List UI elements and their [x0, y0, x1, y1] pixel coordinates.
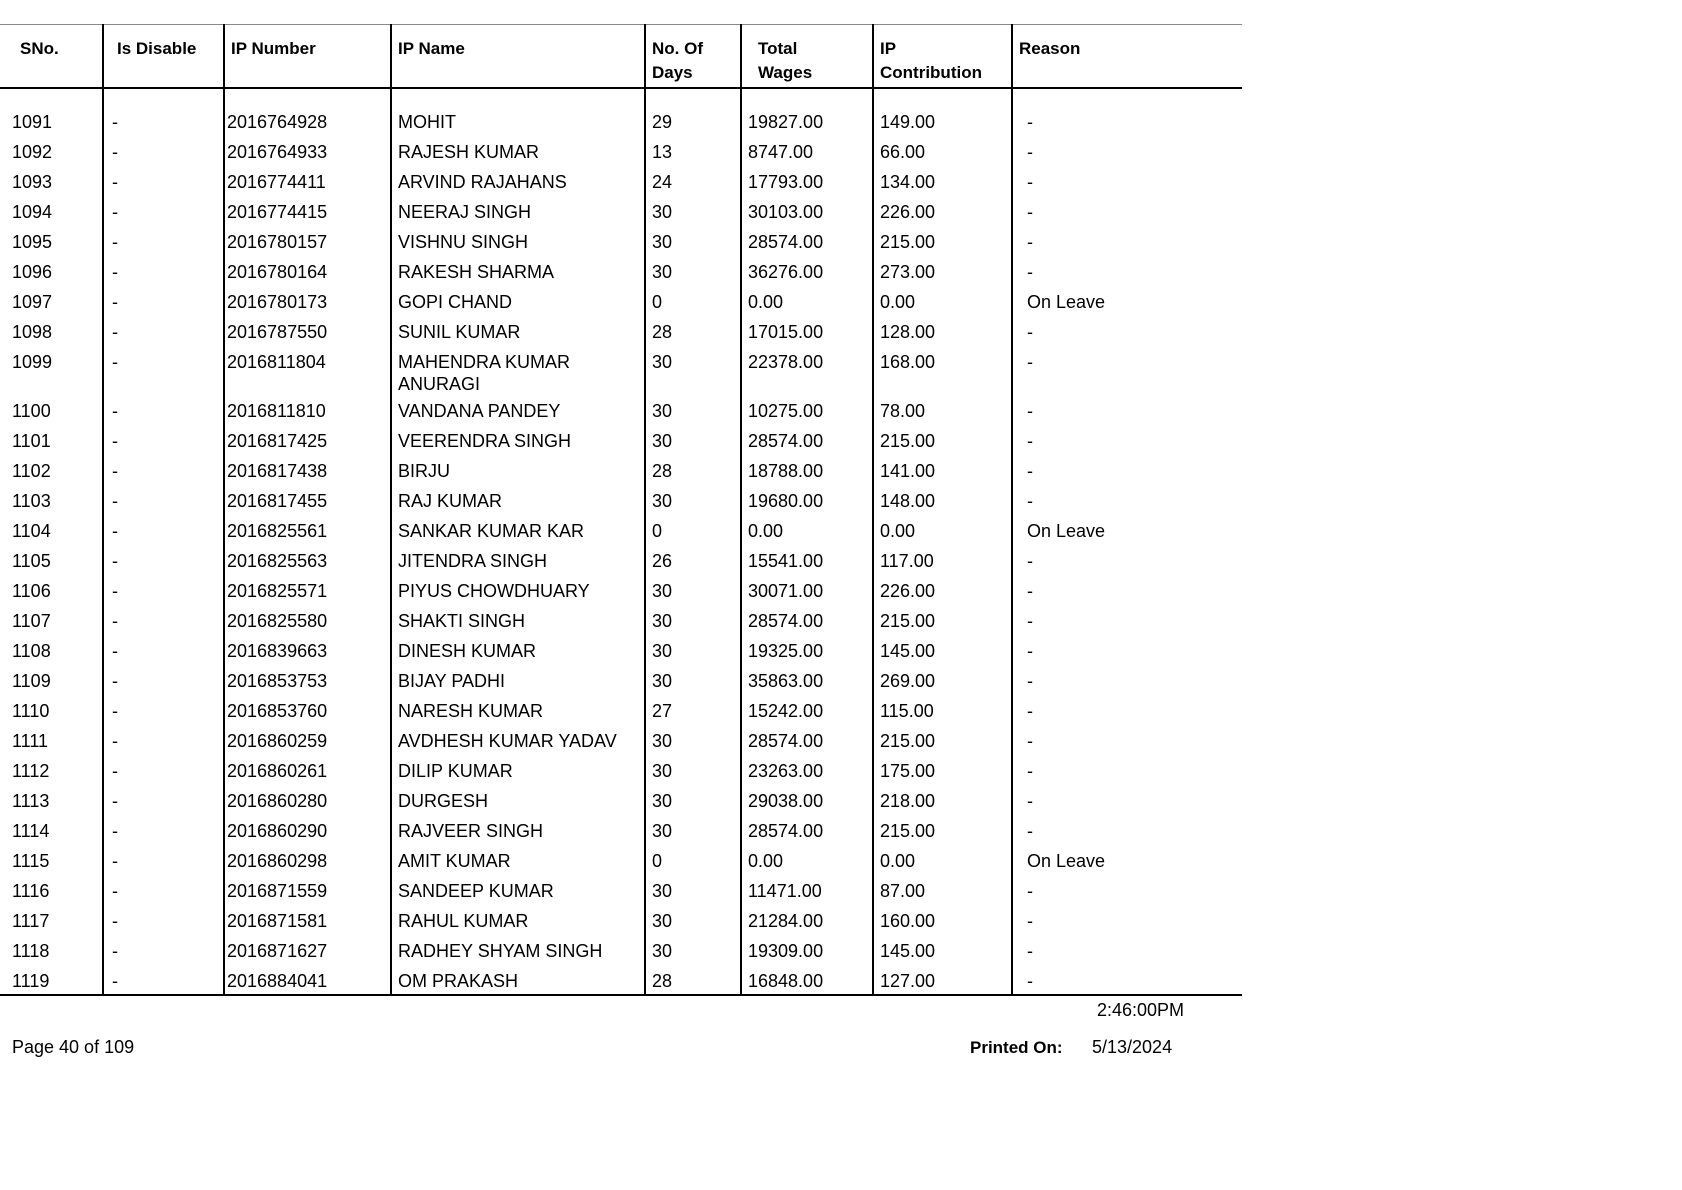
cell-reason: -: [1012, 166, 1242, 196]
table-row: [0, 545, 1242, 575]
cell-is-disable: -: [103, 485, 224, 515]
cell-ip-name: MOHIT: [391, 106, 645, 136]
cell-sno: 1116: [12, 881, 50, 901]
table-row: [0, 485, 1242, 515]
cell-no-of-days: 30: [645, 485, 741, 515]
table-row: [0, 725, 1242, 755]
header-days-line1: No. Of: [652, 39, 703, 58]
cell-ip-contribution: 218.00: [873, 785, 1012, 815]
cell-total-wages: 23263.00: [741, 755, 873, 785]
cell-total-wages: 36276.00: [741, 256, 873, 286]
cell-ip-contribution: 145.00: [873, 935, 1012, 965]
cell-reason: -: [1012, 256, 1242, 286]
cell-no-of-days: 30: [645, 196, 741, 226]
header-wages-line1: Total: [758, 39, 798, 58]
cell-ip-name: RAJESH KUMAR: [391, 136, 645, 166]
cell-is-disable: -: [103, 136, 224, 166]
cell-is-disable: -: [103, 965, 224, 995]
cell-sno: 1118: [12, 941, 50, 961]
cell-no-of-days: 24: [645, 166, 741, 196]
cell-sno: 1114: [12, 821, 50, 841]
cell-reason: -: [1012, 815, 1242, 845]
cell-total-wages: 11471.00: [741, 875, 873, 905]
cell-total-wages: 28574.00: [741, 725, 873, 755]
cell-reason: -: [1012, 965, 1242, 995]
cell-ip-number: 2016764928: [224, 106, 391, 136]
cell-ip-number: 2016817438: [224, 455, 391, 485]
cell-reason: -: [1012, 635, 1242, 665]
table-row: [0, 965, 1242, 995]
spacer-cell: [391, 88, 645, 106]
header-no-of-days: [645, 25, 741, 89]
cell-no-of-days: 30: [645, 395, 741, 425]
cell-ip-name: RAKESH SHARMA: [391, 256, 645, 286]
cell-ip-contribution: 128.00: [873, 316, 1012, 346]
cell-sno: 1091: [12, 112, 53, 132]
cell-total-wages: 28574.00: [741, 605, 873, 635]
table-row: [0, 316, 1242, 346]
cell-ip-number: 2016860261: [224, 755, 391, 785]
cell-ip-name: RAJVEER SINGH: [391, 815, 645, 845]
cell-is-disable: -: [103, 605, 224, 635]
cell-ip-contribution: 141.00: [873, 455, 1012, 485]
cell-is-disable: -: [103, 815, 224, 845]
cell-no-of-days: 30: [645, 755, 741, 785]
cell-total-wages: 30071.00: [741, 575, 873, 605]
cell-ip-name: RAJ KUMAR: [391, 485, 645, 515]
cell-ip-number: 2016780157: [224, 226, 391, 256]
cell-ip-contribution: 215.00: [873, 815, 1012, 845]
cell-is-disable: -: [103, 395, 224, 425]
cell-no-of-days: 30: [645, 635, 741, 665]
cell-ip-number: 2016774415: [224, 196, 391, 226]
cell-total-wages: 19827.00: [741, 106, 873, 136]
cell-sno: 1106: [12, 581, 51, 601]
cell-reason: -: [1012, 665, 1242, 695]
cell-sno: 1108: [12, 641, 51, 661]
cell-ip-number: 2016871581: [224, 905, 391, 935]
cell-ip-name: RADHEY SHYAM SINGH: [391, 935, 645, 965]
cell-ip-contribution: 160.00: [873, 905, 1012, 935]
cell-reason: -: [1012, 455, 1242, 485]
cell-ip-number: 2016825563: [224, 545, 391, 575]
cell-no-of-days: 30: [645, 725, 741, 755]
cell-ip-name: RAHUL KUMAR: [391, 905, 645, 935]
cell-ip-name: BIRJU: [391, 455, 645, 485]
table-row: [0, 425, 1242, 455]
cell-total-wages: 19325.00: [741, 635, 873, 665]
cell-ip-number: 2016817425: [224, 425, 391, 455]
cell-no-of-days: 30: [645, 605, 741, 635]
cell-no-of-days: 28: [645, 316, 741, 346]
cell-reason: -: [1012, 875, 1242, 905]
cell-is-disable: -: [103, 196, 224, 226]
cell-ip-name: DURGESH: [391, 785, 645, 815]
cell-ip-name: SANKAR KUMAR KAR: [391, 515, 645, 545]
cell-ip-name: SANDEEP KUMAR: [391, 875, 645, 905]
cell-is-disable: -: [103, 875, 224, 905]
cell-total-wages: 29038.00: [741, 785, 873, 815]
cell-ip-number: 2016825571: [224, 575, 391, 605]
cell-is-disable: -: [103, 755, 224, 785]
table-row: [0, 256, 1242, 286]
cell-ip-number: 2016871627: [224, 935, 391, 965]
cell-total-wages: 28574.00: [741, 815, 873, 845]
table-row: [0, 635, 1242, 665]
cell-is-disable: -: [103, 935, 224, 965]
cell-total-wages: 15242.00: [741, 695, 873, 725]
cell-sno: 1094: [12, 202, 53, 222]
cell-reason: -: [1012, 605, 1242, 635]
cell-ip-number: 2016774411: [224, 166, 391, 196]
cell-ip-number: 2016780173: [224, 286, 391, 316]
cell-is-disable: -: [103, 256, 224, 286]
cell-sno: 1097: [12, 292, 53, 312]
cell-ip-number: 2016817455: [224, 485, 391, 515]
cell-total-wages: 19680.00: [741, 485, 873, 515]
cell-is-disable: -: [103, 665, 224, 695]
cell-reason: -: [1012, 905, 1242, 935]
table-row: [0, 196, 1242, 226]
table-row: [0, 875, 1242, 905]
cell-ip-contribution: 0.00: [873, 845, 1012, 875]
page-number: Page 40 of 109: [12, 1037, 135, 1057]
cell-no-of-days: 13: [645, 136, 741, 166]
cell-total-wages: 22378.00: [741, 346, 873, 395]
cell-sno: 1111: [12, 731, 49, 751]
cell-ip-contribution: 115.00: [873, 695, 1012, 725]
cell-reason: -: [1012, 725, 1242, 755]
cell-reason: -: [1012, 695, 1242, 725]
cell-is-disable: -: [103, 545, 224, 575]
cell-ip-contribution: 226.00: [873, 575, 1012, 605]
cell-ip-name: SUNIL KUMAR: [391, 316, 645, 346]
cell-no-of-days: 28: [645, 965, 741, 995]
cell-reason: -: [1012, 935, 1242, 965]
cell-ip-name: BIJAY PADHI: [391, 665, 645, 695]
table-row: [0, 665, 1242, 695]
cell-reason: On Leave: [1012, 515, 1242, 545]
cell-sno: 1093: [12, 172, 53, 192]
spacer-cell: [1012, 88, 1242, 106]
cell-ip-number: 2016884041: [224, 965, 391, 995]
cell-reason: -: [1012, 755, 1242, 785]
header-wages-line2: Wages: [758, 63, 813, 82]
cell-is-disable: -: [103, 905, 224, 935]
cell-reason: -: [1012, 785, 1242, 815]
contribution-table-container: [0, 24, 1242, 996]
cell-ip-contribution: 168.00: [873, 346, 1012, 395]
cell-reason: -: [1012, 226, 1242, 256]
cell-reason: -: [1012, 425, 1242, 455]
cell-ip-name: GOPI CHAND: [391, 286, 645, 316]
cell-ip-name: AMIT KUMAR: [391, 845, 645, 875]
printed-on-label: Printed On:: [970, 1038, 1063, 1057]
cell-is-disable: -: [103, 286, 224, 316]
cell-ip-name: SHAKTI SINGH: [391, 605, 645, 635]
cell-is-disable: -: [103, 695, 224, 725]
cell-ip-number: 2016860259: [224, 725, 391, 755]
header-reason: Reason: [1012, 25, 1242, 89]
header-days-line2: Days: [652, 63, 693, 82]
header-ip-contribution: [873, 25, 1012, 89]
table-row: [0, 166, 1242, 196]
cell-no-of-days: 28: [645, 455, 741, 485]
cell-sno: 1092: [12, 142, 53, 162]
cell-no-of-days: 30: [645, 575, 741, 605]
cell-total-wages: 0.00: [741, 515, 873, 545]
cell-reason: On Leave: [1012, 286, 1242, 316]
cell-ip-number: 2016811810: [224, 395, 391, 425]
cell-is-disable: -: [103, 575, 224, 605]
cell-ip-number: 2016853753: [224, 665, 391, 695]
table-row: [0, 905, 1242, 935]
table-row: [0, 695, 1242, 725]
spacer-cell: [103, 88, 224, 106]
cell-total-wages: 28574.00: [741, 226, 873, 256]
cell-ip-number: 2016860298: [224, 845, 391, 875]
cell-total-wages: 10275.00: [741, 395, 873, 425]
table-row: [0, 845, 1242, 875]
cell-sno: 1113: [12, 791, 50, 811]
table-row: [0, 755, 1242, 785]
cell-total-wages: 17015.00: [741, 316, 873, 346]
cell-ip-number: 2016853760: [224, 695, 391, 725]
cell-ip-contribution: 269.00: [873, 665, 1012, 695]
cell-total-wages: 0.00: [741, 286, 873, 316]
cell-total-wages: 16848.00: [741, 965, 873, 995]
table-header-row: [0, 25, 1242, 89]
cell-no-of-days: 30: [645, 256, 741, 286]
cell-sno: 1100: [12, 401, 51, 421]
cell-ip-number: 2016860290: [224, 815, 391, 845]
cell-ip-contribution: 149.00: [873, 106, 1012, 136]
cell-is-disable: -: [103, 166, 224, 196]
cell-reason: -: [1012, 485, 1242, 515]
cell-total-wages: 35863.00: [741, 665, 873, 695]
cell-no-of-days: 30: [645, 425, 741, 455]
table-row: [0, 515, 1242, 545]
cell-ip-name: ARVIND RAJAHANS: [391, 166, 645, 196]
print-time: 2:46:00PM: [1097, 1000, 1185, 1020]
cell-ip-contribution: 273.00: [873, 256, 1012, 286]
cell-reason: -: [1012, 316, 1242, 346]
header-total-wages: [741, 25, 873, 89]
header-contrib-line2: Contribution: [880, 63, 982, 82]
cell-no-of-days: 30: [645, 785, 741, 815]
header-ip-number: IP Number: [224, 25, 391, 89]
cell-reason: -: [1012, 136, 1242, 166]
cell-sno: 1112: [12, 761, 50, 781]
cell-is-disable: -: [103, 106, 224, 136]
cell-total-wages: 17793.00: [741, 166, 873, 196]
header-is-disable: Is Disable: [103, 25, 224, 89]
cell-ip-name: VISHNU SINGH: [391, 226, 645, 256]
cell-no-of-days: 27: [645, 695, 741, 725]
cell-no-of-days: 30: [645, 665, 741, 695]
cell-no-of-days: 30: [645, 875, 741, 905]
cell-sno: 1104: [12, 521, 51, 541]
cell-is-disable: -: [103, 316, 224, 346]
cell-ip-contribution: 66.00: [873, 136, 1012, 166]
header-ip-name: IP Name: [391, 25, 645, 89]
cell-no-of-days: 30: [645, 905, 741, 935]
cell-is-disable: -: [103, 635, 224, 665]
cell-is-disable: -: [103, 226, 224, 256]
cell-ip-number: 2016871559: [224, 875, 391, 905]
cell-sno: 1099: [12, 352, 53, 372]
cell-no-of-days: 0: [645, 845, 741, 875]
table-row: [0, 226, 1242, 256]
cell-ip-name: NARESH KUMAR: [391, 695, 645, 725]
cell-ip-contribution: 117.00: [873, 545, 1012, 575]
cell-is-disable: -: [103, 845, 224, 875]
cell-ip-contribution: 78.00: [873, 395, 1012, 425]
cell-is-disable: -: [103, 455, 224, 485]
cell-is-disable: -: [103, 346, 224, 395]
table-row: [0, 785, 1242, 815]
cell-ip-contribution: 215.00: [873, 725, 1012, 755]
cell-sno: 1107: [12, 611, 51, 631]
cell-ip-contribution: 215.00: [873, 605, 1012, 635]
cell-ip-number: 2016811804: [224, 346, 391, 395]
cell-ip-contribution: 87.00: [873, 875, 1012, 905]
cell-ip-number: 2016839663: [224, 635, 391, 665]
spacer-row: [0, 88, 1242, 106]
cell-is-disable: -: [103, 515, 224, 545]
cell-ip-contribution: 134.00: [873, 166, 1012, 196]
cell-sno: 1095: [12, 232, 53, 252]
cell-total-wages: 15541.00: [741, 545, 873, 575]
cell-ip-contribution: 175.00: [873, 755, 1012, 785]
cell-no-of-days: 30: [645, 815, 741, 845]
table-row: [0, 575, 1242, 605]
cell-reason: On Leave: [1012, 845, 1242, 875]
spacer-cell: [741, 88, 873, 106]
cell-no-of-days: 0: [645, 286, 741, 316]
cell-ip-name: VANDANA PANDEY: [391, 395, 645, 425]
cell-sno: 1109: [12, 671, 51, 691]
cell-ip-number: 2016787550: [224, 316, 391, 346]
cell-sno: 1103: [12, 491, 51, 511]
cell-no-of-days: 30: [645, 935, 741, 965]
table-row: [0, 455, 1242, 485]
cell-sno: 1105: [12, 551, 51, 571]
cell-is-disable: -: [103, 725, 224, 755]
cell-ip-name: NEERAJ SINGH: [391, 196, 645, 226]
table-row: [0, 106, 1242, 136]
cell-sno: 1115: [12, 851, 50, 871]
cell-ip-number: 2016825561: [224, 515, 391, 545]
cell-total-wages: 30103.00: [741, 196, 873, 226]
cell-reason: -: [1012, 346, 1242, 395]
cell-total-wages: 28574.00: [741, 425, 873, 455]
cell-ip-number: 2016825580: [224, 605, 391, 635]
cell-ip-name: DILIP KUMAR: [391, 755, 645, 785]
table-row: [0, 935, 1242, 965]
table-row: [0, 346, 1242, 395]
cell-sno: 1117: [12, 911, 50, 931]
cell-ip-contribution: 215.00: [873, 226, 1012, 256]
cell-ip-name: PIYUS CHOWDHUARY: [391, 575, 645, 605]
cell-sno: 1101: [12, 431, 51, 451]
cell-ip-number: 2016780164: [224, 256, 391, 286]
header-contrib-line1: IP: [880, 39, 897, 58]
cell-no-of-days: 26: [645, 545, 741, 575]
cell-no-of-days: 29: [645, 106, 741, 136]
cell-ip-contribution: 0.00: [873, 286, 1012, 316]
cell-reason: -: [1012, 545, 1242, 575]
spacer-cell: [224, 88, 391, 106]
spacer-cell: [0, 88, 103, 106]
cell-total-wages: 21284.00: [741, 905, 873, 935]
spacer-cell: [873, 88, 1012, 106]
cell-no-of-days: 0: [645, 515, 741, 545]
cell-is-disable: -: [103, 425, 224, 455]
cell-ip-contribution: 145.00: [873, 635, 1012, 665]
cell-sno: 1102: [12, 461, 51, 481]
cell-sno: 1096: [12, 262, 53, 282]
cell-reason: -: [1012, 196, 1242, 226]
table-body: [0, 88, 1242, 995]
contribution-table: [0, 24, 1242, 996]
cell-ip-name: AVDHESH KUMAR YADAV: [391, 725, 645, 755]
cell-no-of-days: 30: [645, 346, 741, 395]
cell-sno: 1119: [0, 965, 103, 995]
cell-total-wages: 0.00: [741, 845, 873, 875]
cell-ip-name: DINESH KUMAR: [391, 635, 645, 665]
cell-no-of-days: 30: [645, 226, 741, 256]
table-row: [0, 136, 1242, 166]
cell-is-disable: -: [103, 785, 224, 815]
spacer-cell: [645, 88, 741, 106]
cell-sno: 1098: [12, 322, 53, 342]
cell-sno: 1110: [12, 701, 50, 721]
cell-ip-name: OM PRAKASH: [391, 965, 645, 995]
header-sno: SNo.: [0, 25, 103, 89]
table-row: [0, 286, 1242, 316]
cell-ip-contribution: 226.00: [873, 196, 1012, 226]
cell-ip-name: VEERENDRA SINGH: [391, 425, 645, 455]
cell-ip-number: 2016860280: [224, 785, 391, 815]
cell-reason: -: [1012, 575, 1242, 605]
printed-on-date: 5/13/2024: [1092, 1037, 1173, 1057]
cell-ip-contribution: 215.00: [873, 425, 1012, 455]
cell-total-wages: 8747.00: [741, 136, 873, 166]
cell-ip-contribution: 127.00: [873, 965, 1012, 995]
cell-total-wages: 18788.00: [741, 455, 873, 485]
table-row: [0, 605, 1242, 635]
cell-reason: -: [1012, 106, 1242, 136]
cell-ip-name: JITENDRA SINGH: [391, 545, 645, 575]
cell-ip-contribution: 0.00: [873, 515, 1012, 545]
cell-ip-contribution: 148.00: [873, 485, 1012, 515]
cell-total-wages: 19309.00: [741, 935, 873, 965]
table-row: [0, 815, 1242, 845]
cell-reason: -: [1012, 395, 1242, 425]
cell-ip-number: 2016764933: [224, 136, 391, 166]
cell-ip-name: MAHENDRA KUMAR ANURAGI: [391, 346, 645, 395]
table-row: [0, 395, 1242, 425]
